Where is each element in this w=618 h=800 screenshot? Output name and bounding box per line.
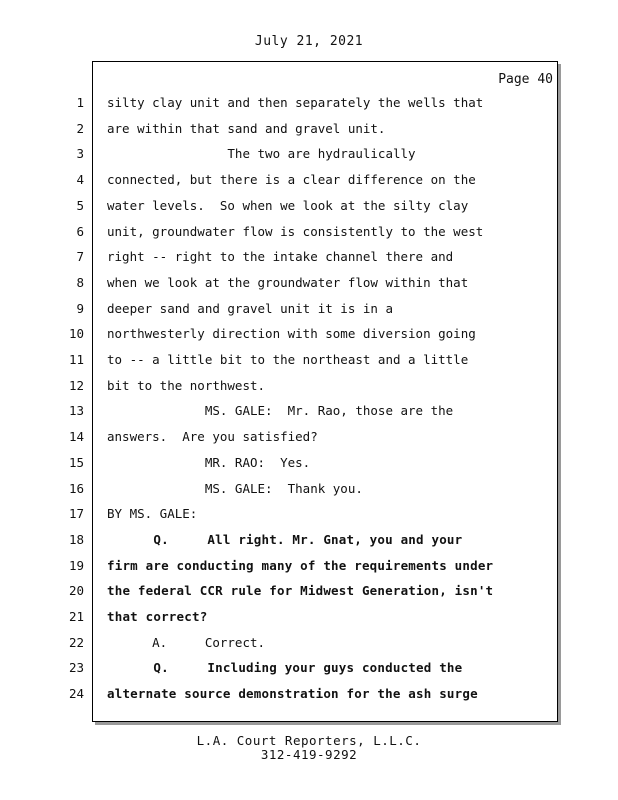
line-text: when we look at the groundwater flow within that [107,275,469,290]
line-number: 22 [68,635,84,650]
line-text: that correct? [107,609,208,624]
line-text: the federal CCR rule for Midwest Generation, isn't [107,583,494,598]
line-text: BY MS. GALE: [107,506,198,521]
line-number: 6 [76,224,84,239]
line-number: 14 [68,429,84,444]
line-text: northwesterly direction with some diversion going [107,326,476,341]
line-text: unit, groundwater flow is consistently to the west [107,224,484,239]
line-number: 9 [76,301,84,316]
line-number: 20 [68,583,84,598]
line-number: 12 [68,378,84,393]
line-number: 19 [68,558,84,573]
line-text: water levels. So when we look at the silty clay [107,198,469,213]
line-text: answers. Are you satisfied? [107,429,318,444]
line-number: 24 [68,686,84,701]
line-text: Q. Including your guys conducted the [107,660,463,675]
line-number: 18 [68,532,84,547]
reporter-phone: 312-419-9292 [260,747,358,762]
line-text: A. Correct. [107,635,266,650]
line-text: deeper sand and gravel unit it is in a [107,301,393,316]
line-number: 23 [68,660,84,675]
transcript-date: July 21, 2021 [254,34,364,49]
line-number: 1 [76,95,84,110]
line-text: right -- right to the intake channel there and [107,249,454,264]
line-text: are within that sand and gravel unit. [107,121,386,136]
line-text: firm are conducting many of the requirements under [107,558,494,573]
line-text: Q. All right. Mr. Gnat, you and your [107,532,463,547]
line-text: MS. GALE: Thank you. [107,481,363,496]
line-number: 5 [76,198,84,213]
line-number: 15 [68,455,84,470]
line-number: 11 [68,352,84,367]
line-number: 17 [68,506,84,521]
line-number: 3 [76,146,84,161]
line-number: 21 [68,609,84,624]
line-text: to -- a little bit to the northeast and a little [107,352,469,367]
line-number: 7 [76,249,84,264]
line-number: 13 [68,403,84,418]
line-text: MR. RAO: Yes. [107,455,311,470]
line-number: 4 [76,172,84,187]
line-number: 16 [68,481,84,496]
line-text: MS. GALE: Mr. Rao, those are the [107,403,454,418]
line-number: 8 [76,275,84,290]
reporter-company: L.A. Court Reporters, L.L.C. [196,733,422,748]
line-number: 10 [68,326,84,341]
page-number: Page 40 [498,72,553,87]
line-number: 2 [76,121,84,136]
line-text: silty clay unit and then separately the wells that [107,95,484,110]
line-text: connected, but there is a clear difference on the [107,172,476,187]
line-text: The two are hydraulically [107,146,416,161]
line-text: alternate source demonstration for the ash surge [107,686,478,701]
line-text: bit to the northwest. [107,378,266,393]
